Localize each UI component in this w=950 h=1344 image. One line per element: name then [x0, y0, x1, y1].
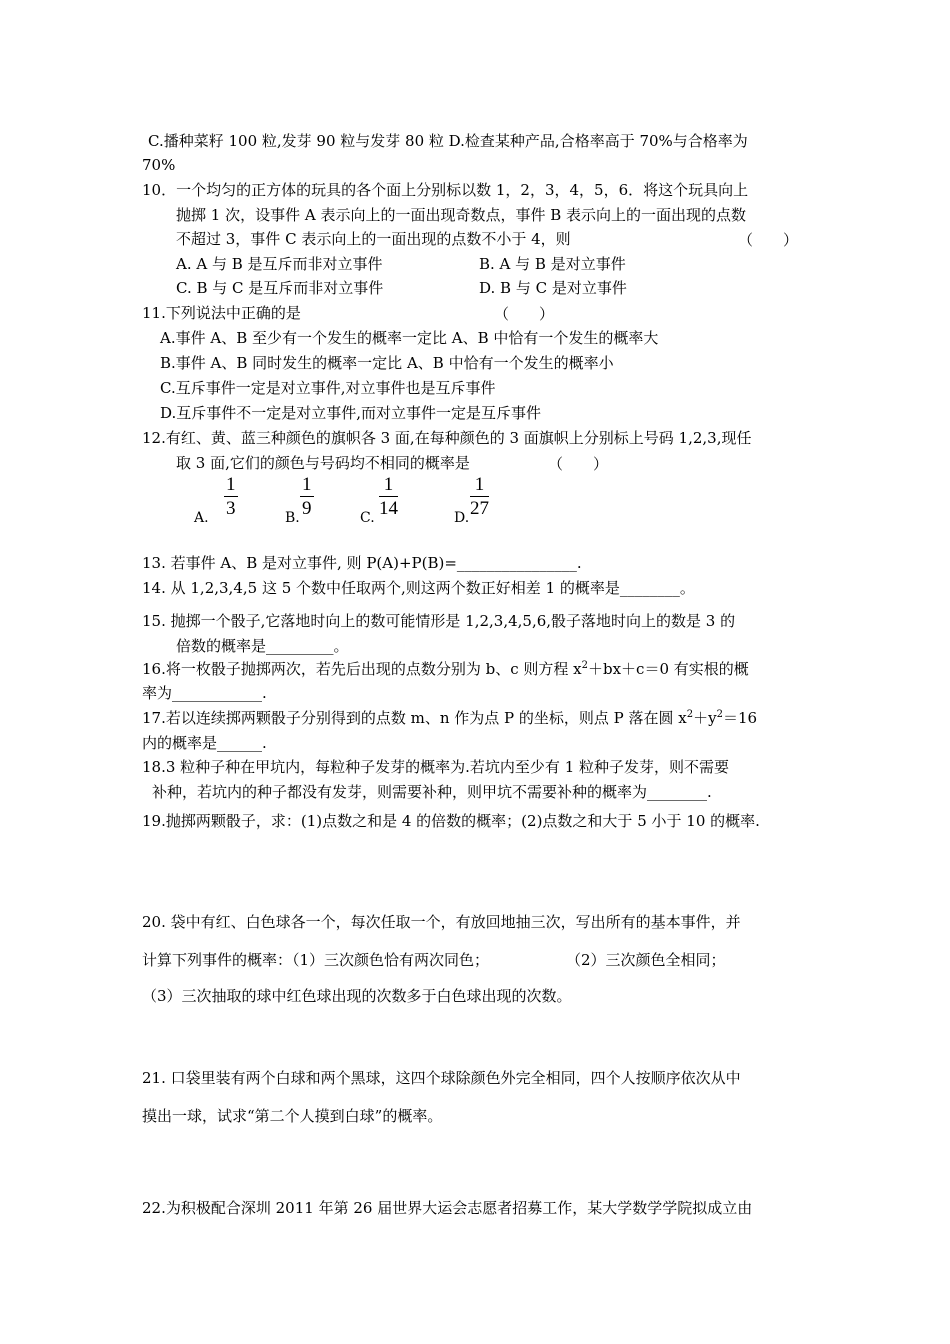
q10-option-b: B. A 与 B 是对立事件 — [479, 255, 626, 273]
q13-line: 13. 若事件 A、B 是对立事件, 则 P(A)+P(B)=________________. — [142, 554, 582, 572]
q22-line: 22.为积极配合深圳 2011 年第 26 届世界大运会志愿者招募工作，某大学数学学院拟成立由 — [142, 1199, 753, 1217]
q10-option-d: D. B 与 C 是对立事件 — [479, 279, 627, 297]
q17-line1 — [142, 708, 757, 728]
q11-option-d: D.互斥事件不一定是对立事件,而对立事件一定是互斥事件 — [160, 404, 542, 422]
q12-answer-paren: （ ） — [548, 455, 609, 473]
q10-option-a: A. A 与 B 是互斥而非对立事件 — [176, 255, 383, 273]
q16-superscript: 2 — [581, 660, 588, 671]
q20-line1: 20. 袋中有红、白色球各一个，每次任取一个，有放回地抽三次，写出所有的基本事件，并 — [142, 913, 741, 931]
q18-line1: 18.3 粒种子种在甲坑内，每粒种子发芽的概率为.若坑内至少有 1 粒种子发芽，则不需要 — [142, 758, 730, 776]
q12-option-c-label: C. — [360, 510, 375, 526]
q21-line1: 21. 口袋里装有两个白球和两个黑球，这四个球除颜色外完全相同，四个人按顺序依次从中 — [142, 1069, 741, 1087]
q10-line1: 10．一个均匀的正方体的玩具的各个面上分别标以数 1，2，3，4，5，6．将这个玩具向上 — [142, 181, 749, 199]
q21-line2: 摸出一球，试求“第二个人摸到白球”的概率。 — [142, 1107, 443, 1125]
q17-line2: 内的概率是______. — [142, 734, 267, 752]
q10-line2: 抛掷 1 次，设事件 A 表示向上的一面出现奇数点，事件 B 表示向上的一面出现的点数 — [176, 206, 747, 224]
q10-line3: 不超过 3，事件 C 表示向上的一面出现的点数不小于 4，则 — [176, 230, 571, 248]
q20-line3: （3）三次抽取的球中红色球出现的次数多于白色球出现的次数。 — [142, 987, 572, 1005]
q18-line2: 补种，若坑内的种子都没有发芽，则需要补种，则甲坑不需要补种的概率为________. — [152, 783, 712, 801]
q12-line1: 12.有红、黄、蓝三种颜色的旗帜各 3 面,在每种颜色的 3 面旗帜上分别标上号码 1,2,3,现任 — [142, 429, 752, 447]
q20-line2b: （2）三次颜色全相同； — [566, 951, 726, 969]
q11-option-b: B.事件 A、B 同时发生的概率一定比 A、B 中恰有一个发生的概率小 — [160, 354, 614, 372]
q11-option-c: C.互斥事件一定是对立事件,对立事件也是互斥事件 — [160, 379, 496, 397]
q12-option-d-label: D. — [454, 510, 470, 526]
q12-option-b-fraction: $\frac{1}{9}$ — [302, 474, 312, 519]
q19-line: 19.抛掷两颗骰子，求：(1)点数之和是 4 的倍数的概率；(2)点数之和大于 5 小于 10 的概率. — [142, 812, 760, 830]
q15-line1: 15. 抛掷一个骰子,它落地时向上的数可能情形是 1,2,3,4,5,6,骰子落地时向上的数是 3 的 — [142, 612, 736, 630]
q12-line2: 取 3 面,它们的颜色与号码均不相同的概率是 — [176, 454, 470, 472]
q17-text-a: 17.若以连续掷两颗骰子分别得到的点数 m、n 作为点 P 的坐标，则点 P 落在圆 x — [142, 709, 687, 727]
q10-answer-paren: （ ） — [738, 231, 799, 249]
q12-option-a-fraction: $\frac{1}{3}$ — [226, 474, 236, 519]
q11-stem: 11.下列说法中正确的是 — [142, 304, 301, 322]
q16-line1 — [142, 659, 749, 679]
q12-option-b-label: B. — [285, 510, 300, 526]
q17-text-b: ＋y — [693, 709, 717, 727]
q11-option-a: A.事件 A、B 至少有一个发生的概率一定比 A、B 中恰有一个发生的概率大 — [160, 329, 659, 347]
q12-option-c-fraction: $\frac{1}{14}$ — [379, 474, 398, 519]
q17-superscript-y: 2 — [716, 709, 723, 720]
q17-text-c: ＝16 — [723, 709, 758, 727]
q12-option-a-label: A. — [194, 510, 209, 526]
q12-option-d-fraction: $\frac{1}{27}$ — [470, 474, 489, 519]
q9-line2: 70% — [142, 156, 176, 174]
q11-answer-paren: （ ） — [494, 305, 555, 323]
q16-line2: 率为____________. — [142, 684, 267, 702]
q20-line2a: 计算下列事件的概率：（1）三次颜色恰有两次同色； — [142, 951, 490, 969]
q17-superscript-x: 2 — [686, 709, 694, 720]
q16-text-a: 16.将一枚骰子抛掷两次，若先后出现的点数分别为 b、c 则方程 x — [142, 660, 582, 678]
q14-line: 14. 从 1,2,3,4,5 这 5 个数中任取两个,则这两个数正好相差 1 的概率是________。 — [142, 579, 695, 597]
q10-option-c: C. B 与 C 是互斥而非对立事件 — [176, 279, 384, 297]
q9-line1: C.播种菜籽 100 粒,发芽 90 粒与发芽 80 粒 D.检查某种产品,合格率高于 70%与合格率为 — [148, 132, 748, 150]
q16-text-b: ＋bx＋c＝0 有实根的概 — [588, 660, 749, 678]
q15-line2: 倍数的概率是_________。 — [176, 637, 349, 655]
